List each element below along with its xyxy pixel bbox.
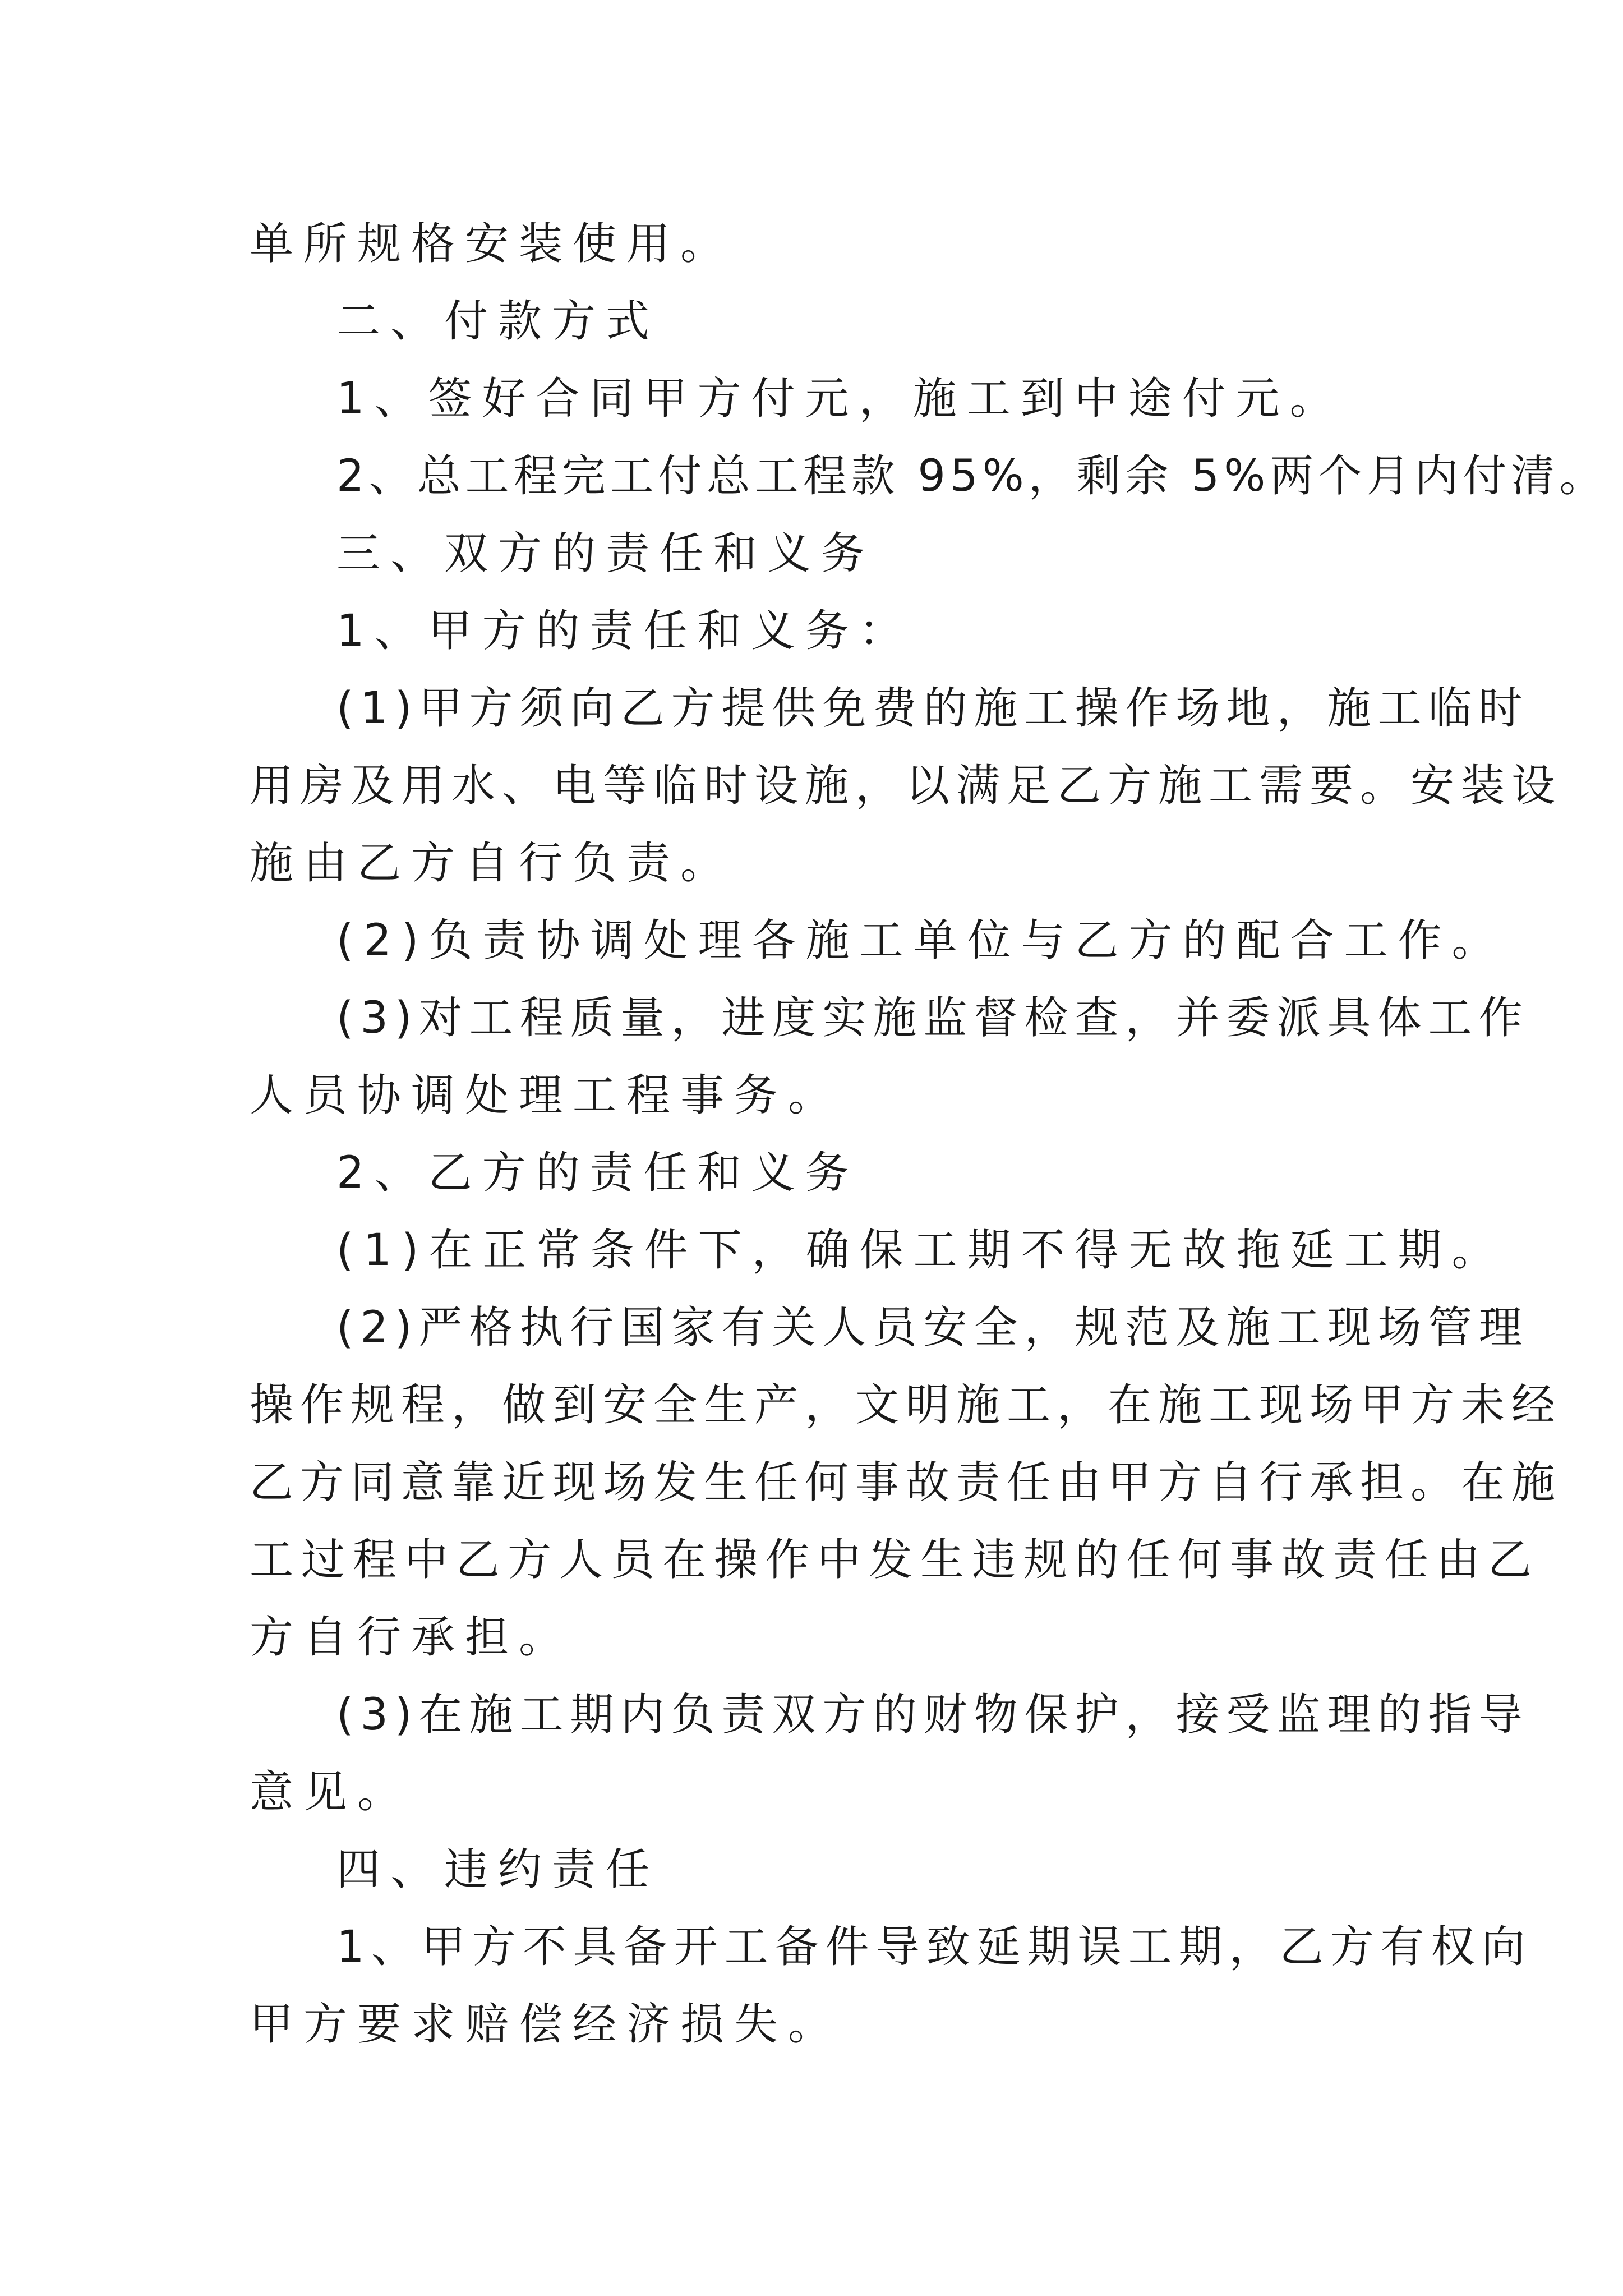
paragraph-line: 方自行承担。 — [250, 1612, 573, 1663]
paragraph-line: 甲方要求赔偿经济损失。 — [250, 1999, 842, 2050]
section-heading: 三、双方的责任和义务 — [336, 528, 875, 579]
paragraph-line: (3)在施工期内负责双方的财物保护，接受监理的指导 — [336, 1690, 1529, 1740]
section-heading: 二、付款方式 — [336, 296, 660, 347]
paragraph-line: 操作规程，做到安全生产，文明施工，在施工现场甲方未经 — [250, 1380, 1562, 1430]
paragraph-line: 人员协调处理工程事务。 — [250, 1070, 842, 1121]
paragraph-line: (1)甲方须向乙方提供免费的施工操作场地，施工临时 — [336, 683, 1529, 734]
paragraph-line: 用房及用水、电等临时设施，以满足乙方施工需要。安装设 — [250, 761, 1562, 811]
paragraph-line: 施由乙方自行负责。 — [250, 838, 735, 889]
paragraph-line: (3)对工程质量，进度实施监督检查，并委派具体工作 — [336, 993, 1529, 1043]
section-heading: 四、违约责任 — [336, 1844, 660, 1895]
paragraph-line: 1、签好合同甲方付元，施工到中途付元。 — [336, 374, 1344, 424]
paragraph-line: (1)在正常条件下，确保工期不得无故拖延工期。 — [336, 1225, 1506, 1276]
paragraph-line: 2、总工程完工付总工程款 95%，剩余 5%两个月内付清。 — [336, 451, 1608, 501]
paragraph-line: (2)严格执行国家有关人员安全，规范及施工现场管理 — [336, 1303, 1529, 1353]
subsection-heading: 1、甲方的责任和义务： — [336, 606, 913, 656]
paragraph-line: 单所规格安装使用。 — [250, 219, 735, 269]
paragraph-line: 工过程中乙方人员在操作中发生违规的任何事故责任由乙 — [250, 1535, 1540, 1585]
paragraph-line: 意见。 — [250, 1767, 412, 1818]
paragraph-line: (2)负责协调处理各施工单位与乙方的配合工作。 — [336, 915, 1506, 966]
subsection-heading: 2、乙方的责任和义务 — [336, 1148, 859, 1198]
paragraph-line: 1、甲方不具备开工备件导致延期误工期，乙方有权向 — [336, 1922, 1532, 1972]
paragraph-line: 乙方同意靠近现场发生任何事故责任由甲方自行承担。在施 — [250, 1457, 1562, 1508]
